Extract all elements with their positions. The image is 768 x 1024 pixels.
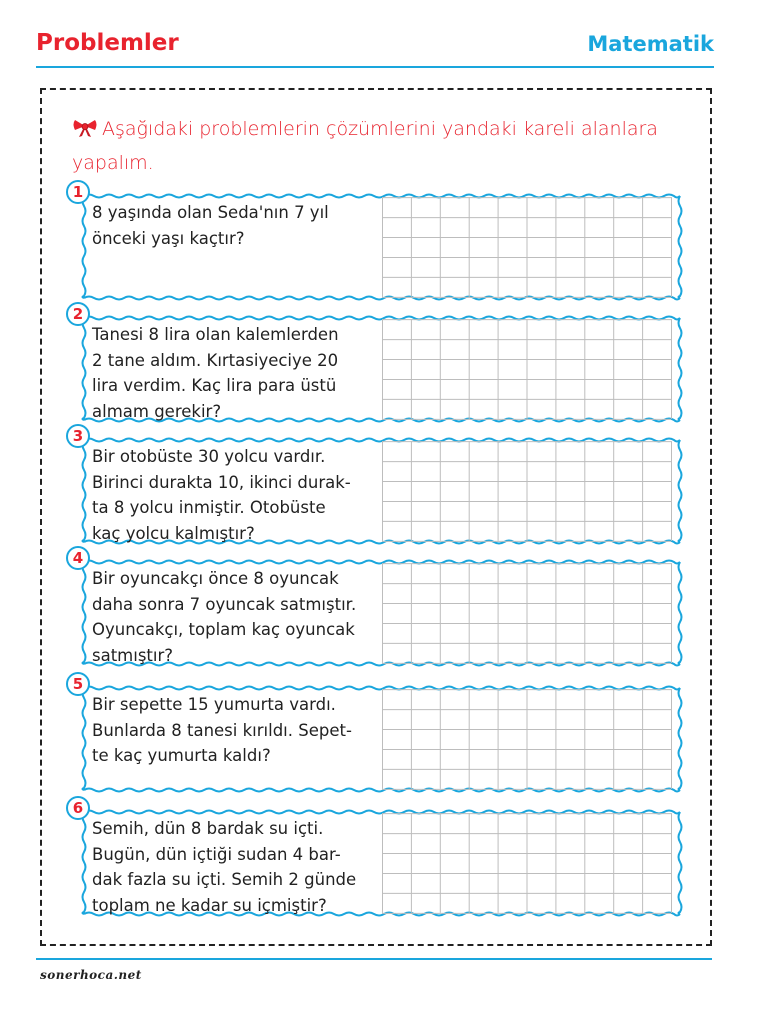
problem-text: Tanesi 8 lira olan kalemlerden 2 tane aldım. Kırtasiyeciye 20 lira verdim. Kaç lira para üstü almam gerekir? [92, 325, 339, 421]
problem-text: Semih, dün 8 bardak su içti. Bugün, dün içtiği sudan 4 bar- dak fazla su içti. Semih 2 günde toplam ne kadar su içmiştir? [92, 819, 357, 915]
problem-text: Bir otobüste 30 yolcu vardır. Birinci durakta 10, ikinci durak- ta 8 yolcu inmiştir. Otobüste kaç yolcu kalmıştır? [92, 447, 351, 543]
answer-grid[interactable] [382, 813, 672, 914]
footer-divider [36, 958, 712, 960]
problem-number: 6 [66, 796, 90, 820]
problem-6 [72, 799, 684, 918]
answer-grid[interactable] [382, 563, 672, 664]
subject-title: Matematik [587, 32, 714, 56]
instruction-text: Aşağıdaki problemlerin çözümlerini yandaki kareli alanlara yapalım. [72, 118, 658, 174]
problem-number: 1 [66, 180, 90, 204]
problem-number: 2 [66, 302, 90, 326]
ribbon-icon [72, 117, 98, 148]
problem-1 [72, 183, 684, 302]
problem-number: 3 [66, 424, 90, 448]
problem-2 [72, 305, 684, 424]
page-title: Problemler [36, 30, 179, 56]
header-divider [36, 66, 714, 68]
instruction [72, 114, 672, 179]
problem-text: Bir sepette 15 yumurta vardı. Bunlarda 8 tanesi kırıldı. Sepet- te kaç yumurta kaldı? [92, 695, 352, 765]
problem-number: 4 [66, 546, 90, 570]
answer-grid[interactable] [382, 197, 672, 298]
problem-number: 5 [66, 672, 90, 696]
problem-5 [72, 675, 684, 794]
footer-site: sonerhoca.net [40, 968, 142, 982]
answer-grid[interactable] [382, 319, 672, 420]
problem-3 [72, 427, 684, 546]
problem-text: Bir oyuncakçı önce 8 oyuncak daha sonra 7 oyuncak satmıştır. Oyuncakçı, toplam kaç oyuncak satmıştır? [92, 569, 357, 665]
problem-text: 8 yaşında olan Seda'nın 7 yıl önceki yaşı kaçtır? [92, 203, 329, 248]
answer-grid[interactable] [382, 441, 672, 542]
problem-4 [72, 549, 684, 668]
answer-grid[interactable] [382, 689, 672, 790]
